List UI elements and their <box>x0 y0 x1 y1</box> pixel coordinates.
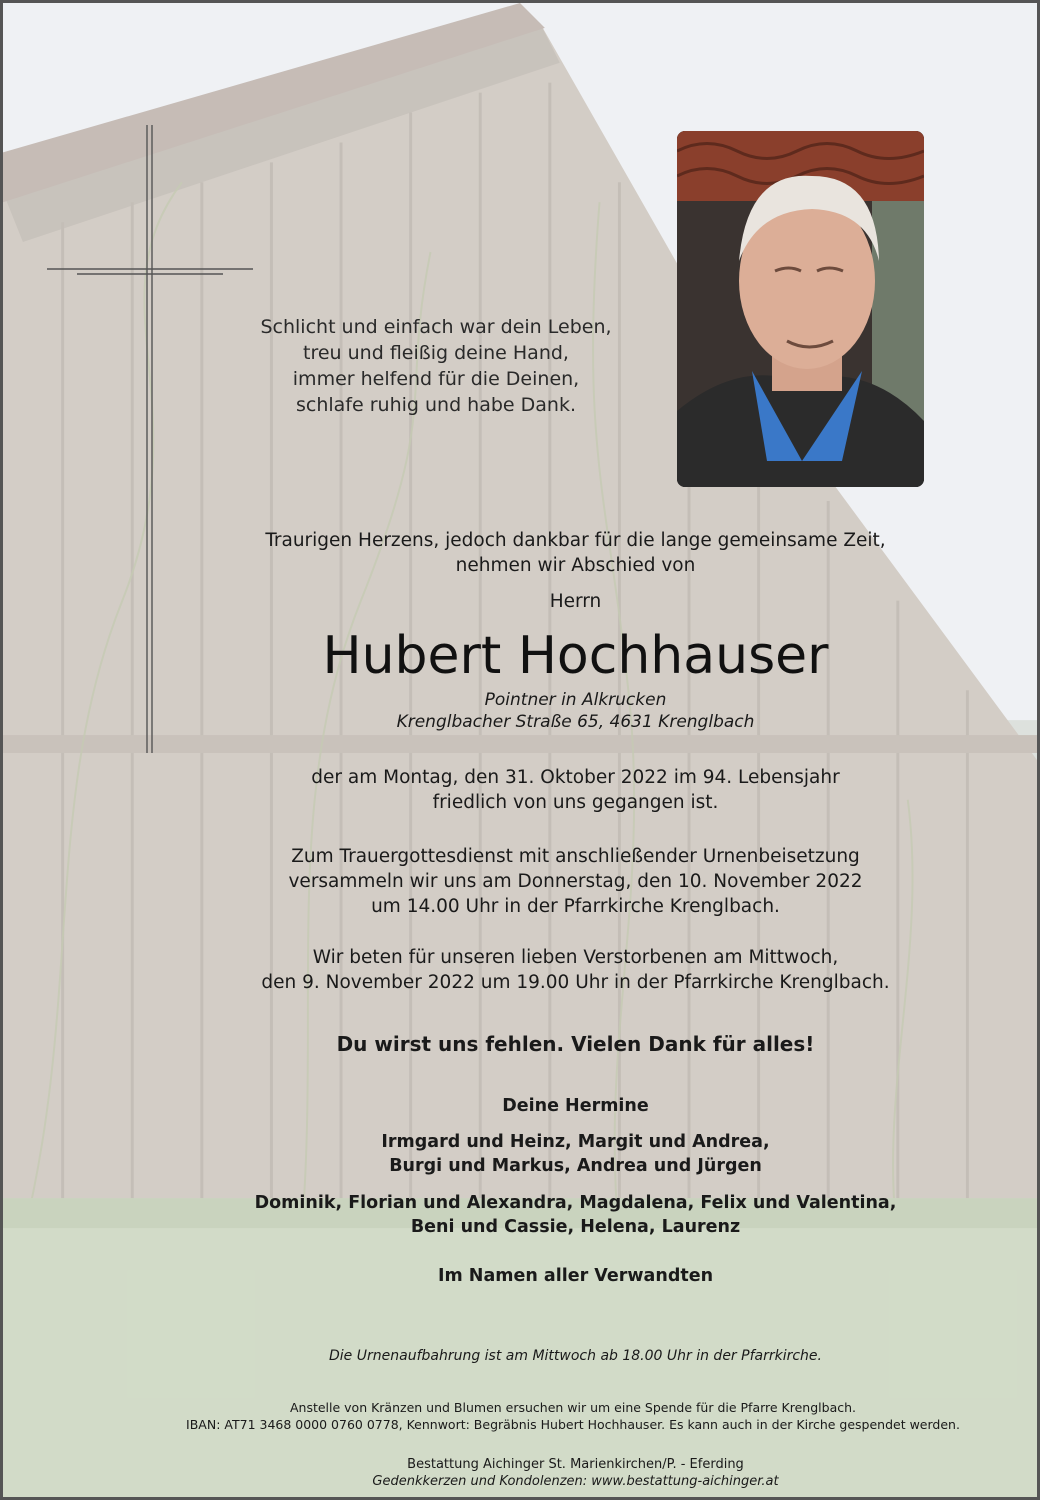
deceased-name: Hubert Hochhauser <box>322 626 829 686</box>
intro-line: nehmen wir Abschied von <box>455 555 696 576</box>
portrait-photo <box>677 131 924 487</box>
donation-note <box>3 1399 1040 1433</box>
family-line: Dominik, Florian und Alexandra, Magdalena, Felix und Valentina, <box>254 1193 897 1213</box>
family-children <box>133 1130 1018 1178</box>
farewell-message: Du wirst uns fehlen. Vielen Dank für alles! <box>336 1032 815 1056</box>
poem-line: schlafe ruhig und habe Dank. <box>295 394 577 416</box>
prayer-info <box>133 945 1018 995</box>
family-relatives: Im Namen aller Verwandten <box>437 1266 714 1286</box>
intro-line: Traurigen Herzens, jedoch dankbar für die lange gemeinsame Zeit, <box>265 530 886 551</box>
urn-viewing-note: Die Urnenaufbahrung ist am Mittwoch ab 18.00 Uhr in der Pfarrkirche. <box>329 1348 822 1364</box>
undertaker-info <box>133 1456 1018 1490</box>
funeral-info <box>133 844 1018 919</box>
death-notice <box>133 765 1018 815</box>
deceased-occupation: Pointner in Alkrucken <box>484 690 667 710</box>
donation-line: IBAN: AT71 3468 0000 0760 0778, Kennwort: Begräbnis Hubert Hochhauser. Es kann auch in der Kirche gespendet werden. <box>186 1417 960 1432</box>
funeral-line: versammeln wir uns am Donnerstag, den 10. November 2022 <box>288 871 863 892</box>
poem-verse <box>231 314 641 418</box>
family-line: Burgi und Markus, Andrea und Jürgen <box>389 1156 762 1176</box>
family-spouse: Deine Hermine <box>502 1096 649 1116</box>
poem-line: treu und fleißig deine Hand, <box>303 342 569 364</box>
death-line: friedlich von uns gegangen ist. <box>432 792 719 813</box>
funeral-line: Zum Trauergottesdienst mit anschließender Urnenbeisetzung <box>291 846 860 867</box>
undertaker-website[interactable]: Gedenkkerzen und Kondolenzen: www.bestattung-aichinger.at <box>372 1474 779 1489</box>
family-grandchildren <box>133 1191 1018 1239</box>
prayer-line: den 9. November 2022 um 19.00 Uhr in der Pfarrkirche Krenglbach. <box>261 972 890 993</box>
poem-line: immer helfend für die Deinen, <box>292 368 580 390</box>
undertaker-name: Bestattung Aichinger St. Marienkirchen/P. - Eferding <box>407 1457 744 1472</box>
death-line: der am Montag, den 31. Oktober 2022 im 94. Lebensjahr <box>311 767 840 788</box>
family-line: Irmgard und Heinz, Margit und Andrea, <box>381 1132 770 1152</box>
poem-line: Schlicht und einfach war dein Leben, <box>260 316 612 338</box>
donation-line: Anstelle von Kränzen und Blumen ersuchen wir um eine Spende für die Pfarre Krenglbach. <box>289 1400 857 1415</box>
salutation: Herrn <box>549 591 602 612</box>
family-line: Beni und Cassie, Helena, Laurenz <box>410 1217 741 1237</box>
intro-text <box>133 528 1018 578</box>
deceased-address: Krenglbacher Straße 65, 4631 Krenglbach <box>396 712 755 732</box>
prayer-line: Wir beten für unseren lieben Verstorbenen am Mittwoch, <box>312 947 839 968</box>
funeral-line: um 14.00 Uhr in der Pfarrkirche Krenglbach. <box>371 896 780 917</box>
